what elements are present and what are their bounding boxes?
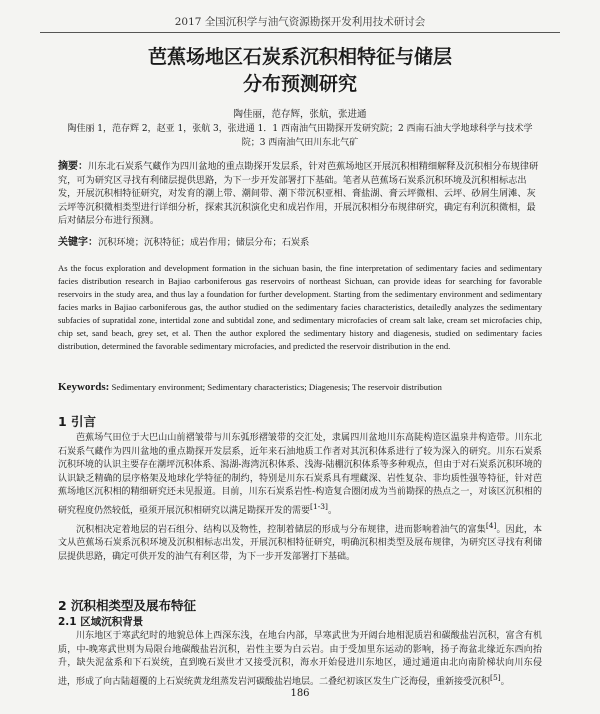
keywords-cn-text: 沉积环境；沉积特征；成岩作用；储层分布；石炭系 xyxy=(98,237,310,248)
paragraph-text: 。因此，本文从芭蕉场石炭系沉积环境及沉积相标志出发，开展沉积相特征研究，明确沉积相类型及展布规律，为研究区寻找有利储层提供思路，确定可供开发的油气有利区带，为下一步开发部署打下基础。 xyxy=(58,524,542,562)
section-1-paragraph-1: 芭蕉场气田位于大巴山山前褶皱带与川东弧形褶皱带的交汇处，隶属四川盆地川东高陡构造区温泉井构造带。川东北石炭系气藏作为四川盆地的重点勘探开发层系，近年来石油地质工作者对其沉积体系进行了较为深入的研究。川东石炭系沉积环境的认识主要存在潮坪沉积体系、潟湖-海湾沉积体系、浅海-陆棚沉积体系等多种观点，但由于对石炭系沉积环境的认识缺乏精确的层序格架及地球化学特征的制约，特别是川东石炭系具有埋藏深、岩性复杂、非均质性强等特征，针对芭蕉场地区沉积相的精细研究还未见报道。目前，川东石炭系岩性-构造复合圈闭成为当前勘探的热点之一，对该区沉积相的研究程度仍然较低，亟须开展沉积相研究以满足勘探开发的需要[1-3]。 xyxy=(58,433,542,516)
author-affiliations: 陶佳丽 1，范存辉 2，赵亚 1，张航 3，张进通 1．1 西南油气田勘探开发研究院；2 西南石油大学地球科学与技术学院；3 西南油气田川东北气矿 xyxy=(67,124,533,148)
keywords-en-label: Keywords: xyxy=(58,381,110,393)
keywords-cn-label: 关键字： xyxy=(58,237,98,248)
paper-title xyxy=(0,44,600,98)
title-line-1: 芭蕉场地区石炭系沉积相特征与储层 xyxy=(147,46,452,68)
citation: [5] xyxy=(490,672,501,682)
paragraph-text: 川东地区于寒武纪时的地貌总体上西深东浅，在地台内部，早寒武世为开阔台地相泥质岩和碳酸盐岩沉积，富含有机质，中-晚寒武世则为局限台地碳酸盐岩沉积，岩性主要为白云岩。由于受加里东运动的影响，扬子海盆北缘近东西向抬升，缺失泥盆系和下石炭统，直到晚石炭世才又接受沉积，海水开始侵进川东地区，通过通道由北向南阶梯状向川东侵进，形成了向古陆超覆的上石炭统黄龙组蒸发岩河碳酸盐岩地层。二叠纪初该区发生广泛海侵，重新接受沉积 xyxy=(58,631,542,687)
citation: [1-3] xyxy=(310,501,328,511)
abstract-en: As the focus exploration and development formation in the sichuan basin, the fine interpretation of sedimentary facies and sedimentary facies distribution research in Bajiao carboniferous gas reservoirs of northeast Sichuan, can provide ideas for searching for favorable reservoirs in the study area, and thus lay a foundation for further development. Starting from the sedimentary environment and sedimentary facies marks in Bajiao carboniferous gas, the author studied on the sedimentary facies characteristics, detailedly analyzes the sedimentary subfacies of supratidal zone, intertidal zone and subtidal zone, and sedimentary microfacies of cream salt lake, cream set microfacies chip, chip set, sand beach, grey set, et al. Then the author explored the sedimentary history and diagenesis, studied on sedimentary facies distribution, determined the favorable sedimentary microfacies, and predicted the reservoir distribution in the end. xyxy=(58,263,542,351)
section-2-1-body xyxy=(58,630,542,689)
keywords-en xyxy=(58,381,542,394)
abstract-text: 川东北石炭系气藏作为四川盆地的重点勘探开发层系，针对芭蕉场地区开展沉积相精细解释及沉积相分布规律研究，可为研究区寻找有利储层提供思路，为下一步开发部署打下基础。笔者从芭蕉场石炭系沉积环境及沉积相标志出发，开展沉积相特征研究，对发育的潮上带、潮间带、潮下带沉积亚相、膏盐湖、膏云坪微相、云坪、砂屑生屑滩、灰云坪等沉积微相类型进行详细分析，探索其沉积演化史和成岩作用，开展沉积相分布规律研究，确定有利沉积微相，最后对储层分布进行预测。 xyxy=(58,161,539,226)
page-number: 186 xyxy=(290,688,310,699)
author-names: 陶佳丽，范存辉，张航，张进通 xyxy=(233,109,367,120)
keywords-en-text: Sedimentary environment; Sedimentary characteristics; Diagenesis; The reservoir distribution xyxy=(111,382,442,392)
section-1-paragraph-2 xyxy=(58,519,542,565)
paragraph-text: 芭蕉场气田位于大巴山山前褶皱带与川东弧形褶皱带的交汇处，隶属四川盆地川东高陡构造区温泉井构造带。川东北石炭系气藏作为四川盆地的重点勘探开发层系，近年来石油地质工作者对其沉积体系进行了较为深入的研究。川东石炭系沉积环境的认识主要存在潮坪沉积体系、潟湖-海湾沉积体系、浅海-陆棚沉积体系等多种观点，但由于对石炭系沉积环境的认识缺乏精确的层序格架及地球化学特征的制约，特别是川东石炭系具有埋藏深、岩性复杂、非均质性强等特征，针对芭蕉场地区沉积相的精细研究还未见报道。目前，川东石炭系岩性-构造复合圈闭成为当前勘探的热点之一，对该区沉积相的研究程度仍然较低，亟须开展沉积相研究以满足勘探开发的需要 xyxy=(58,433,542,516)
section-1-body xyxy=(58,432,542,564)
header-rule xyxy=(40,32,560,33)
citation: [4] xyxy=(485,520,497,530)
title-line-2: 分布预测研究 xyxy=(242,73,357,95)
abstract-label: 摘要： xyxy=(58,161,88,172)
paragraph-text: 沉积相决定着地层的岩石组分、结构以及物性，控制着储层的形成与分布规律，进而影响着油气的富集 xyxy=(76,524,486,535)
running-header: 2017 全国沉积学与油气资源勘探开发利用技术研讨会 xyxy=(174,16,426,28)
section-2-1-paragraph-1: 川东地区于寒武纪时的地貌总体上西深东浅，在地台内部，早寒武世为开阔台地相泥质岩和碳酸盐岩沉积，富含有机质，中-晚寒武世则为局限台地碳酸盐岩沉积，岩性主要为白云岩。由于受加里东运动的影响，扬子海盆北缘近东西向抬升，缺失泥盆系和下石炭统，直到晚石炭世才又接受沉积，海水开始侵进川东地区，通过通道由北向南阶梯状向川东侵进，形成了向古陆超覆的上石炭统黄龙组蒸发岩河碳酸盐岩地层。二叠纪初该区发生广泛海侵，重新接受沉积[5]。 xyxy=(58,631,542,687)
section-2-heading: 2 沉积相类型及展布特征 xyxy=(58,598,197,613)
section-1-heading: 1 引言 xyxy=(58,414,97,429)
section-2-1-heading: 2.1 区域沉积背景 xyxy=(58,616,144,628)
keywords-cn xyxy=(58,236,542,250)
abstract-cn xyxy=(58,160,542,228)
